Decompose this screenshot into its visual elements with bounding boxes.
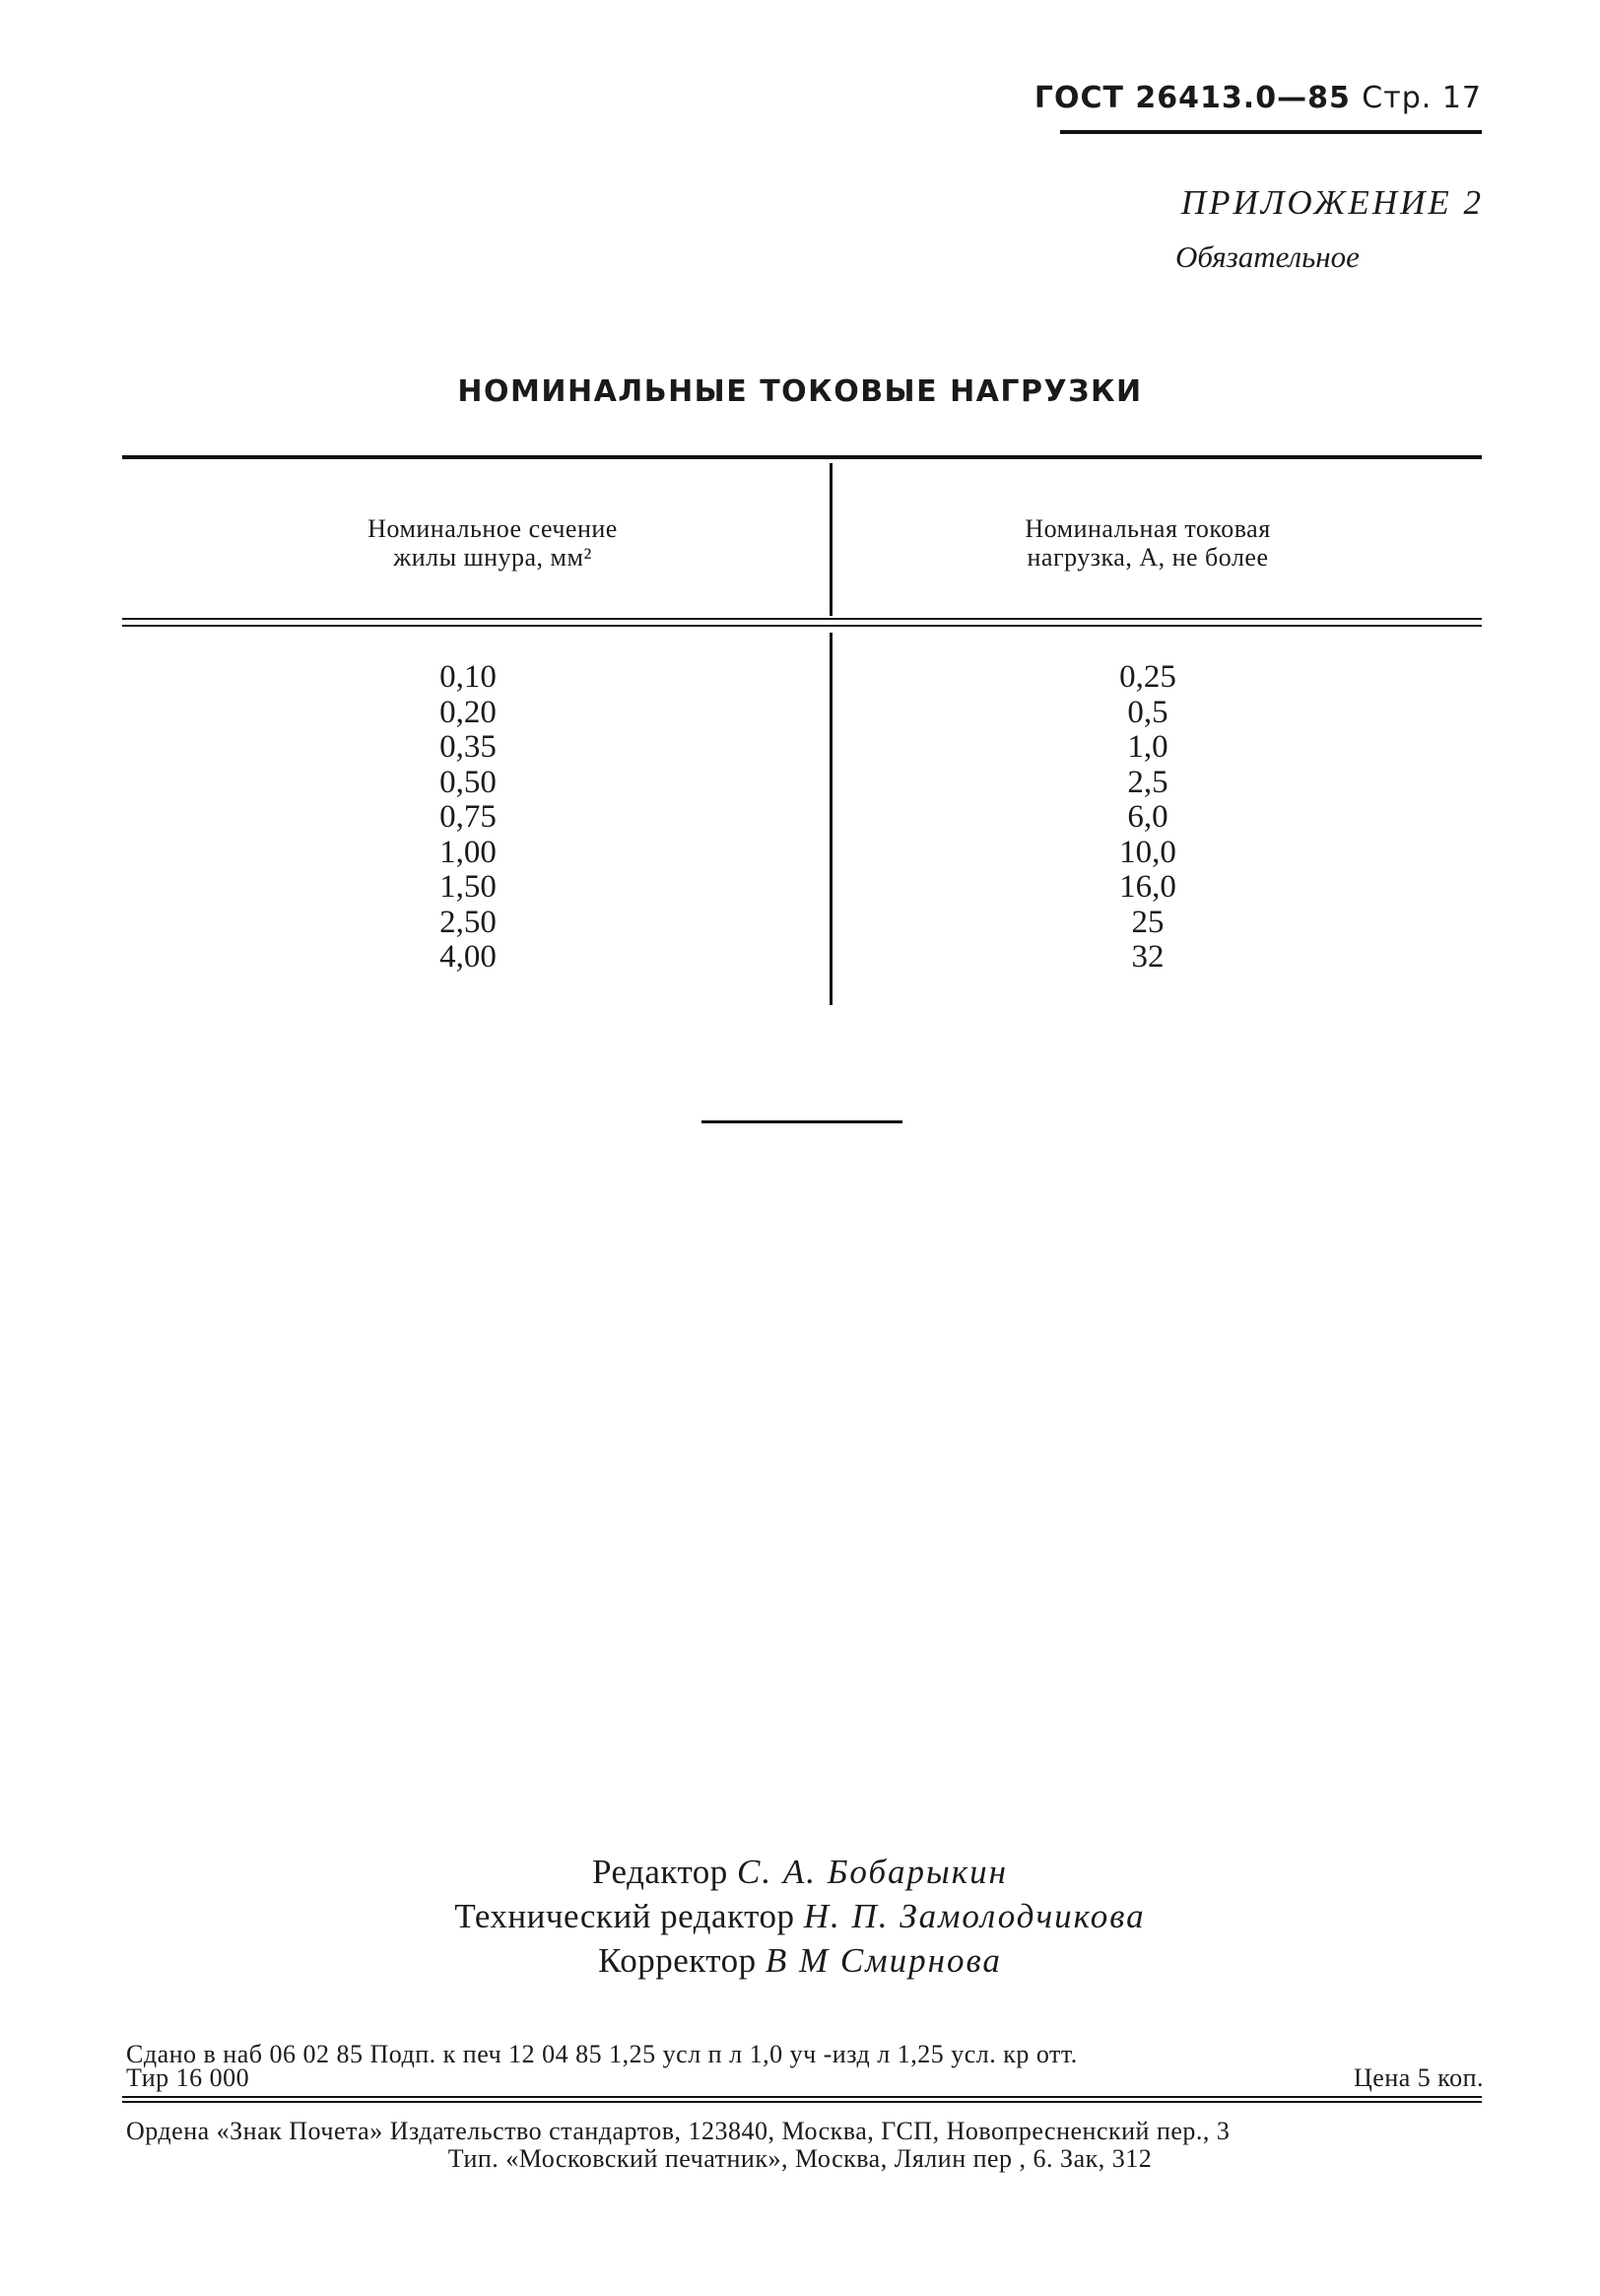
section-value: 4,00: [439, 939, 497, 975]
imprint-rule-lower: [122, 2101, 1482, 2103]
table-top-rule: [122, 455, 1482, 459]
imprint-price: Цена 5 коп.: [1354, 2063, 1484, 2092]
appendix-title: ПРИЛОЖЕНИЕ 2: [1180, 183, 1484, 222]
section-values-column: [394, 660, 542, 976]
load-values-column: [1074, 660, 1222, 976]
credit-editor-role: Редактор: [592, 1853, 728, 1891]
section-value: 0,75: [439, 799, 497, 835]
section-separator: [701, 1120, 902, 1123]
column-header-section-line2: жилы шнура, мм²: [393, 543, 592, 572]
header-rule-upper: [122, 618, 1482, 620]
column-header-section: [296, 514, 690, 572]
section-value: 1,00: [439, 834, 497, 870]
imprint-rule-upper: [122, 2096, 1482, 2098]
load-value: 10,0: [1119, 834, 1176, 870]
credit-tech-role: Технический редактор: [454, 1897, 795, 1935]
load-value: 6,0: [1127, 799, 1168, 835]
column-header-load-line2: нагрузка, А, не более: [1027, 543, 1269, 572]
column-divider-header: [830, 463, 833, 616]
load-value: 1,0: [1127, 729, 1168, 765]
imprint-line1: Сдано в наб 06 02 85 Подп. к печ 12 04 85 1,25 усл п л 1,0 уч -изд л 1,25 усл. кр отт.: [126, 2040, 1078, 2068]
column-divider-body: [830, 633, 833, 1005]
imprint-circulation: Тир 16 000: [126, 2063, 250, 2092]
section-value: 1,50: [439, 869, 497, 905]
table-title: НОМИНАЛЬНЫЕ ТОКОВЫЕ НАГРУЗКИ: [457, 374, 1143, 409]
imprint-publisher: Ордена «Знак Почета» Издательство стандартов, 123840, Москва, ГСП, Новопресненский пер., 3: [126, 2117, 1231, 2145]
credit-corrector: [0, 1938, 1600, 1983]
column-header-load: [951, 514, 1345, 572]
load-value: 16,0: [1119, 869, 1176, 905]
standard-number: ГОСТ 26413.0—85: [1033, 81, 1351, 115]
credit-editor: [0, 1850, 1600, 1894]
column-header-load-line1: Номинальная токовая: [1025, 514, 1271, 543]
appendix-status: Обязательное: [1175, 239, 1360, 274]
imprint-printer: Тип. «Московский печатник», Москва, Лялин пер , 6. Зак, 312: [447, 2144, 1153, 2173]
load-value: 0,25: [1119, 659, 1176, 695]
section-value: 0,10: [439, 659, 497, 695]
load-value: 32: [1131, 939, 1165, 975]
load-value: 2,5: [1127, 764, 1168, 800]
load-value: 0,5: [1127, 694, 1168, 730]
section-value: 0,20: [439, 694, 497, 730]
header-rule-lower: [122, 625, 1482, 627]
column-header-section-line1: Номинальное сечение: [367, 514, 618, 543]
credit-corr-role: Корректор: [598, 1941, 757, 1980]
section-value: 0,50: [439, 764, 497, 800]
credit-corr-name: В М Смирнова: [765, 1941, 1002, 1980]
credit-editor-name: С. А. Бобарыкин: [737, 1853, 1008, 1891]
section-value: 0,35: [439, 729, 497, 765]
page-number: Стр. 17: [1362, 81, 1482, 115]
load-value: 25: [1131, 904, 1165, 940]
header-rule: [1060, 130, 1482, 134]
page-header: [1034, 81, 1482, 115]
credit-tech-editor: [0, 1894, 1600, 1938]
section-value: 2,50: [439, 904, 497, 940]
credit-tech-name: Н. П. Замолодчикова: [803, 1897, 1146, 1935]
